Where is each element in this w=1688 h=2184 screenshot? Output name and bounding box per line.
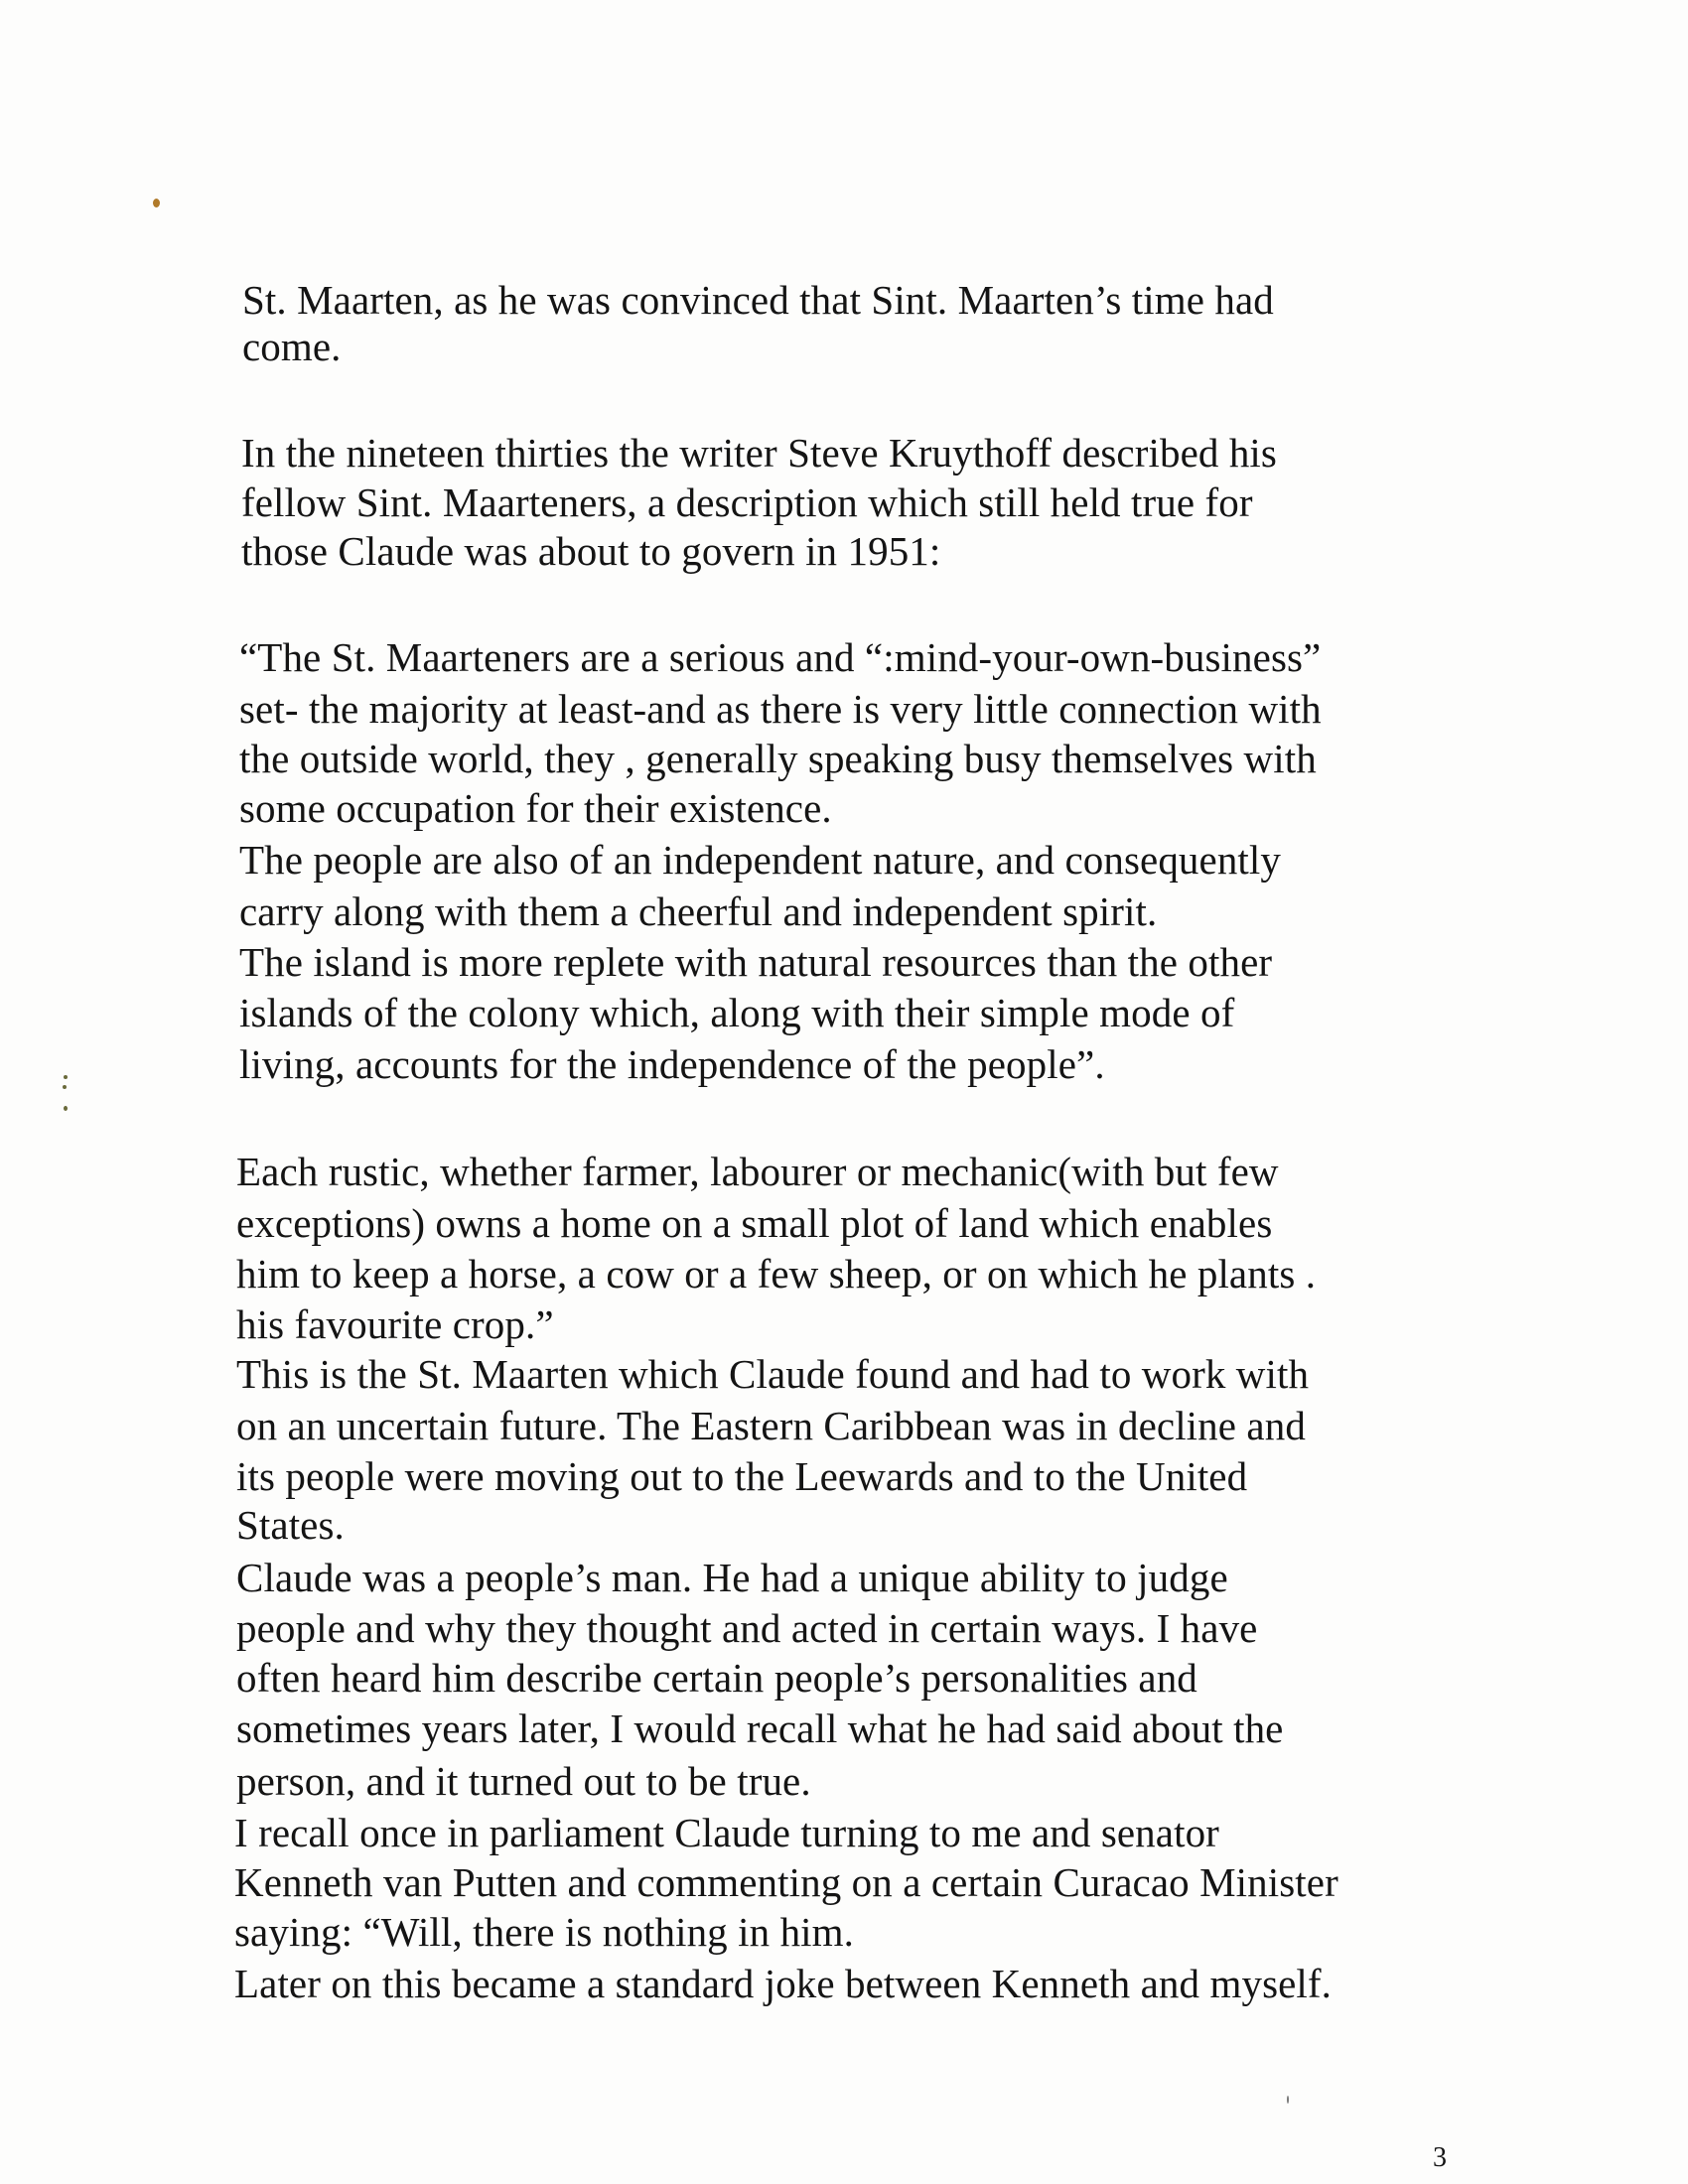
ink-speck xyxy=(64,1075,68,1079)
text-line: those Claude was about to govern in 1951: xyxy=(241,528,941,574)
text-line: often heard him describe certain people’s personalities and xyxy=(236,1655,1197,1701)
text-line: “The St. Maarteners are a serious and “:mind-your-own-business” xyxy=(239,634,1322,680)
ink-speck xyxy=(63,1085,67,1089)
text-line: some occupation for their existence. xyxy=(239,785,832,831)
text-line: States. xyxy=(236,1502,345,1548)
text-line: Later on this became a standard joke between Kenneth and myself. xyxy=(234,1961,1333,2006)
text-line: him to keep a horse, a cow or a few sheep, or on which he plants . xyxy=(236,1251,1317,1297)
ink-speck xyxy=(1287,2096,1289,2104)
text-line: I recall once in parliament Claude turning to me and senator xyxy=(234,1810,1219,1855)
page-number: 3 xyxy=(1433,2142,1447,2173)
text-line: saying: “Will, there is nothing in him. xyxy=(234,1909,855,1955)
text-line: fellow Sint. Maarteners, a description which still held true for xyxy=(241,479,1253,525)
text-line: person, and it turned out to be true. xyxy=(236,1758,811,1804)
text-line: its people were moving out to the Leewards and to the United xyxy=(236,1453,1248,1499)
text-line: Claude was a people’s man. He had a unique ability to judge xyxy=(236,1555,1228,1600)
text-line: Kenneth van Putten and commenting on a certain Curacao Minister xyxy=(234,1859,1338,1905)
text-line: his favourite crop.” xyxy=(236,1301,554,1347)
text-line: Each rustic, whether farmer, labourer or mechanic(with but few xyxy=(236,1149,1279,1194)
text-line: the outside world, they , generally speaking busy themselves with xyxy=(239,736,1317,781)
text-line: sometimes years later, I would recall what he had said about the xyxy=(236,1706,1284,1751)
text-line: people and why they thought and acted in certain ways. I have xyxy=(236,1605,1258,1651)
ink-speck xyxy=(153,199,160,207)
text-line: on an uncertain future. The Eastern Caribbean was in decline and xyxy=(236,1403,1306,1448)
text-line: The island is more replete with natural resources than the other xyxy=(239,939,1273,985)
text-line: The people are also of an independent nature, and consequently xyxy=(239,837,1282,883)
text-line: In the nineteen thirties the writer Steve Kruythoff described his xyxy=(241,430,1277,476)
ink-speck xyxy=(64,1106,68,1111)
text-line: exceptions) owns a home on a small plot of land which enables xyxy=(236,1200,1273,1246)
text-line: come. xyxy=(242,324,342,369)
text-line: living, accounts for the independence of the people”. xyxy=(239,1041,1105,1087)
text-line: set- the majority at least-and as there is very little connection with xyxy=(239,686,1322,732)
text-line: carry along with them a cheerful and independent spirit. xyxy=(239,888,1158,934)
text-line: This is the St. Maarten which Claude found and had to work with xyxy=(236,1351,1310,1397)
text-line: St. Maarten, as he was convinced that Sint. Maarten’s time had xyxy=(242,277,1274,323)
text-line: islands of the colony which, along with their simple mode of xyxy=(239,990,1235,1035)
